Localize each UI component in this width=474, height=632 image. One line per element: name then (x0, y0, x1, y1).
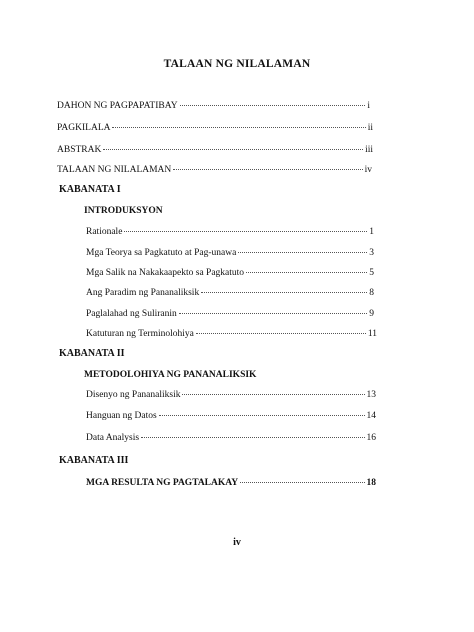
toc-entry-page: 5 (369, 268, 374, 278)
toc-entry-label: DAHON NG PAGPAPATIBAY (57, 101, 178, 111)
toc-entry-label: ABSTRAK (57, 145, 102, 155)
toc-entry-page: 13 (366, 390, 376, 400)
dot-leader (246, 272, 367, 273)
dot-leader (103, 149, 363, 150)
toc-entry-page: 16 (366, 433, 376, 443)
toc-entry-page: iii (365, 145, 373, 155)
dot-leader (141, 437, 364, 438)
dot-leader (238, 252, 367, 253)
toc-entry-talaan-ng-nilalaman (57, 165, 372, 175)
page-number: iv (233, 537, 241, 548)
toc-entry-page: i (367, 101, 370, 111)
dot-leader (124, 231, 367, 232)
chapter-subheading: INTRODUKSYON (84, 206, 163, 216)
toc-entry-page: ii (367, 123, 373, 133)
chapter-heading: KABANATA I (59, 184, 121, 195)
toc-entry-page: 1 (369, 227, 374, 237)
toc-entry-label: Mga Salik na Nakakaapekto sa Pagkatuto (86, 268, 245, 278)
toc-entry (86, 227, 374, 237)
dot-leader (173, 169, 362, 170)
toc-entry (86, 411, 376, 421)
dot-leader (201, 292, 367, 293)
toc-entry-page: iv (364, 165, 372, 175)
toc-entry (86, 309, 374, 319)
toc-entry-abstrak (57, 145, 373, 155)
toc-entry (86, 248, 374, 258)
toc-entry-label: Data Analysis (86, 433, 140, 443)
toc-entry-label: PAGKILALA (57, 123, 111, 133)
dot-leader (196, 333, 366, 334)
page-title: TALAAN NG NILALAMAN (163, 58, 311, 70)
toc-entry (86, 478, 376, 488)
toc-entry-page: 18 (366, 478, 376, 488)
dot-leader (180, 105, 366, 106)
dot-leader (179, 313, 367, 314)
toc-entry-dahon-ng-pagpapatibay (57, 101, 370, 111)
toc-entry-page: 11 (367, 329, 377, 339)
toc-entry-label: Rationale (86, 227, 123, 237)
toc-entry (86, 390, 376, 400)
toc-entry-label: Ang Paradim ng Pananaliksik (86, 288, 200, 298)
toc-entry (86, 433, 376, 443)
dot-leader (112, 127, 365, 128)
dot-leader (159, 415, 365, 416)
chapter-heading: KABANATA II (59, 348, 125, 359)
toc-entry-label: Katuturan ng Terminolohiya (86, 329, 194, 339)
toc-entry-label: Disenyo ng Pananaliksik (86, 390, 181, 400)
toc-entry-page: 8 (369, 288, 374, 298)
toc-entry-page: 14 (366, 411, 376, 421)
dot-leader (240, 482, 364, 483)
toc-entry (86, 288, 374, 298)
toc-entry-label: Mga Teorya sa Pagkatuto at Pag-unawa (86, 248, 237, 258)
toc-entry-page: 3 (369, 248, 374, 258)
dot-leader (182, 394, 364, 395)
toc-entry-page: 9 (369, 309, 374, 319)
toc-entry (86, 268, 374, 278)
toc-entry-label: Hanguan ng Datos (86, 411, 157, 421)
toc-entry-label: MGA RESULTA NG PAGTALAKAY (86, 478, 239, 488)
chapter-heading: KABANATA III (59, 455, 129, 466)
toc-entry-label: Paglalahad ng Suliranin (86, 309, 177, 319)
toc-entry-label: TALAAN NG NILALAMAN (57, 165, 172, 175)
toc-entry-pagkilala (57, 123, 373, 133)
toc-entry (86, 329, 377, 339)
chapter-subheading: METODOLOHIYA NG PANANALIKSIK (84, 370, 257, 380)
